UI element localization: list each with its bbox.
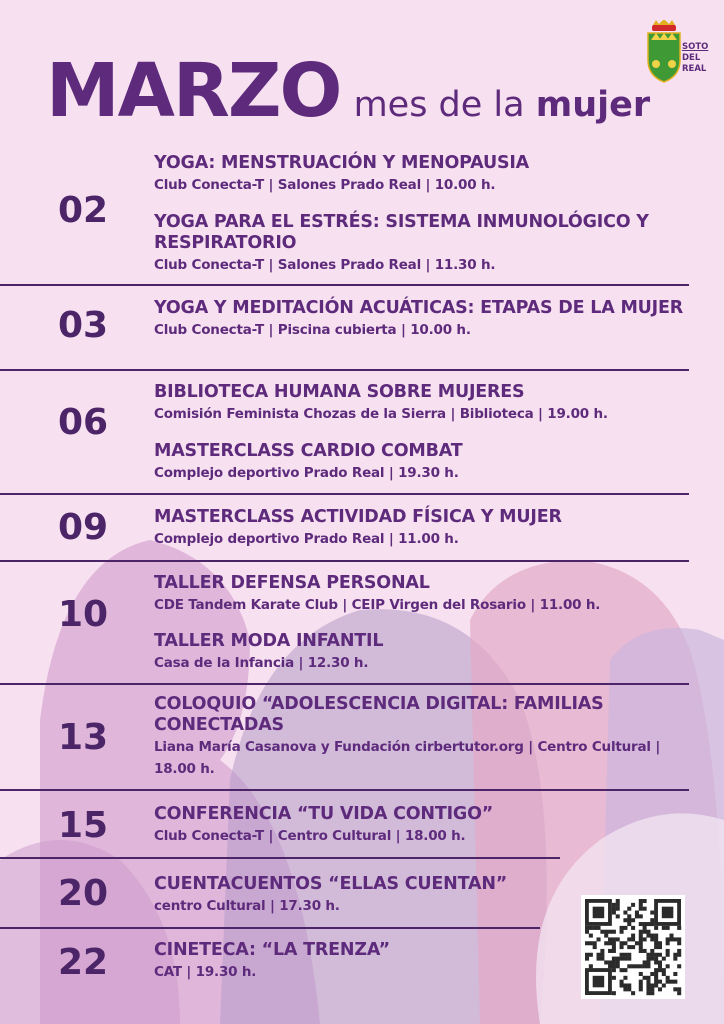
event-title: BIBLIOTECA HUMANA SOBRE MUJERES [154,382,525,402]
day-number: 10 [57,594,109,635]
event [154,631,699,674]
event-title: CINETECA: “LA TRENZA” [154,940,390,960]
day-number: 15 [57,805,109,846]
event-title: MASTERCLASS CARDIO COMBAT [154,441,463,461]
page-subtitle: mes de la mujer [353,85,651,125]
event-title: COLOQUIO “ADOLESCENCIA DIGITAL: FAMILIAS CONECTADAS [154,694,604,735]
month-title: MARZO [46,48,341,134]
divider [0,789,689,791]
divider [0,284,689,286]
event-info: CDE Tandem Karate Club | CEIP Virgen del Rosario | 11.00 h. [154,597,601,613]
event-info: CAT | 19.30 h. [154,964,257,980]
day-number: 02 [57,190,109,231]
event-info: Complejo deportivo Prado Real | 11.00 h. [154,531,459,547]
divider [0,927,540,929]
event-info: Club Conecta-T | Salones Prado Real | 10.00 h. [154,177,496,193]
event-info: Club Conecta-T | Piscina cubierta | 10.00 h. [154,322,471,338]
event [154,507,699,550]
event [154,298,699,341]
event [154,441,699,484]
event-title: CONFERENCIA “TU VIDA CONTIGO” [154,804,494,824]
town-name: SOTO DEL REAL [682,42,709,74]
event [154,382,699,425]
qr-code-icon[interactable] [581,895,685,999]
event-title: CUENTACUENTOS “ELLAS CUENTAN” [154,874,508,894]
day-number: 22 [57,942,109,983]
event-info: Comisión Feminista Chozas de la Sierra | Biblioteca | 19.00 h. [154,406,608,422]
divider [0,560,689,562]
event-title: TALLER DEFENSA PERSONAL [154,573,430,593]
event-info: Liana María Casanova y Fundación cirbertutor.org | Centro Cultural | 18.00 h. [154,739,661,777]
event-title: YOGA: MENSTRUACIÓN Y MENOPAUSIA [154,153,530,173]
event-info: Casa de la Infancia | 12.30 h. [154,655,369,671]
event-title: YOGA Y MEDITACIÓN ACUÁTICAS: ETAPAS DE LA MUJER [154,298,684,318]
event [154,940,554,983]
day-number: 06 [57,402,109,443]
event-info: Club Conecta-T | Centro Cultural | 18.00 h. [154,828,466,844]
divider [0,683,689,685]
event [154,804,699,847]
event-title: YOGA PARA EL ESTRÉS: SISTEMA INMUNOLÓGICO Y RESPIRATORIO [154,212,649,253]
event [154,153,699,196]
divider [0,493,689,495]
event [154,694,699,780]
page-title [46,48,650,134]
day-number: 03 [57,305,109,346]
day-number: 20 [57,873,109,914]
event-info: Club Conecta-T | Salones Prado Real | 11.30 h. [154,257,496,273]
event-title: TALLER MODA INFANTIL [154,631,384,651]
event [154,573,699,616]
divider [0,369,689,371]
divider [0,857,560,859]
day-number: 13 [57,717,109,758]
event-info: centro Cultural | 17.30 h. [154,898,340,914]
day-number: 09 [57,507,109,548]
event-title: MASTERCLASS ACTIVIDAD FÍSICA Y MUJER [154,507,562,527]
event-info: Complejo deportivo Prado Real | 19.30 h. [154,465,459,481]
event [154,212,699,276]
